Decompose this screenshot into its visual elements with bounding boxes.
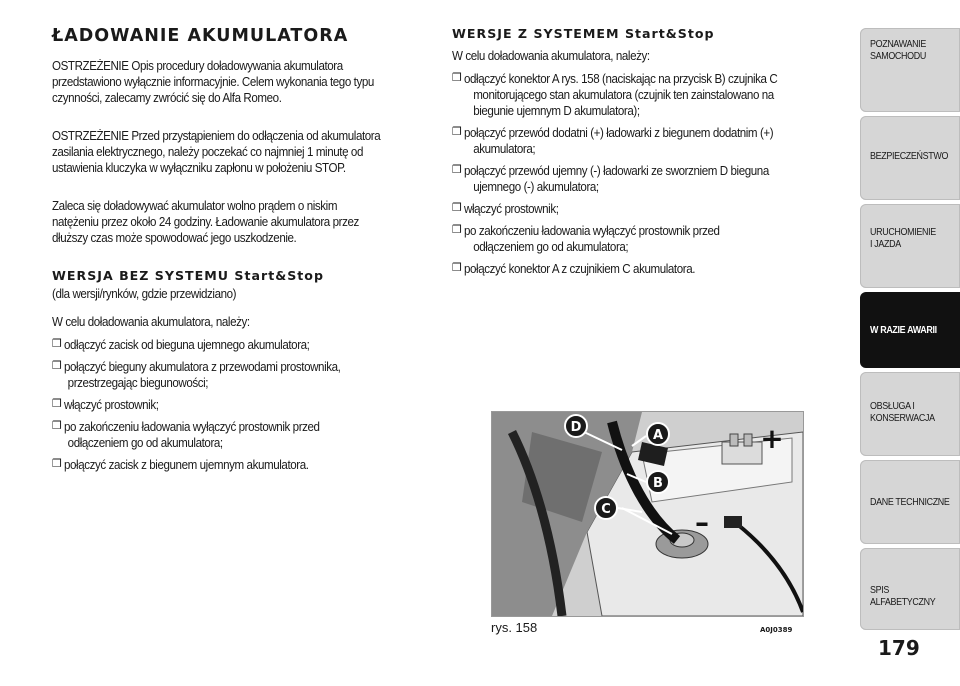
left-intro-text: W celu doładowania akumulatora, należy: [52,315,250,329]
callout-a [647,423,669,445]
tab-label: OBSŁUGA I KONSERWACJA [870,400,935,424]
figure-caption: rys. 158 [491,620,538,635]
list-item-line: ujemnego (-) akumulatora; [473,180,599,194]
checkbox-icon: ❒ [452,261,462,274]
minus-sign: – [695,506,709,539]
tab-label: POZNAWANIE SAMOCHODU [870,38,926,62]
right-intro-text: W celu doładowania akumulatora, należy: [452,49,650,63]
svg-text:D: D [570,420,582,435]
list-item [52,397,432,419]
list-item [452,71,852,125]
callout-b [647,471,669,493]
checkbox-icon: ❒ [452,163,462,176]
checkbox-icon: ❒ [452,201,462,214]
list-item-line: po zakończeniu ładowania wyłączyć prostownik przed [64,420,320,434]
list-item-line: połączyć konektor A z czujnikiem C akumulatora. [464,262,696,276]
right-bullet-list [452,71,852,283]
section-subtitle [52,286,452,302]
warning-1-line: przedstawiono wyłącznie informacyjnie. Celem wykonania tego typu [52,75,374,89]
tab-label: W RAZIE AWARII [870,324,937,336]
tab-spis-alfabetyczny[interactable] [860,548,960,630]
page-number: 179 [878,636,920,660]
list-item-line: połączyć przewód dodatni (+) ładowarki z biegunem dodatnim (+) [464,126,774,140]
advice-line: dłuższy czas może spowodować jego uszkodzenie. [52,231,297,245]
list-item-line: włączyć prostownik; [64,398,159,412]
warning-2-line: OSTRZEŻENIE Przed przystąpieniem do odłączenia od akumulatora [52,129,381,143]
warning-1-line: czynności, zalecamy zwrócić się do Alfa Romeo. [52,91,282,105]
callout-d [565,415,587,437]
section-title-startstop: WERSJE Z SYSTEMEM Start&Stop [452,26,715,41]
list-item [452,163,852,201]
warning-2-line: ustawienia kluczyka w wyłączniku zapłonu w położeniu STOP. [52,161,346,175]
list-item-line: monitorującego stan akumulatora (czujnik ten zainstalowano na [473,88,774,102]
left-intro [52,314,452,330]
tab-bezpieczenstwo[interactable] [860,116,960,200]
list-item-line: po zakończeniu ładowania wyłączyć prostownik przed [464,224,720,238]
section-title-no-startstop: WERSJA BEZ SYSTEMU Start&Stop [52,268,324,283]
tab-obsluga-i-konserwacja[interactable] [860,372,960,456]
list-item-line: włączyć prostownik; [464,202,559,216]
list-item-line: przestrzegając biegunowości; [67,376,209,390]
tab-label: BEZPIECZEŃSTWO [870,150,949,162]
warning-1-line: OSTRZEŻENIE Opis procedury doładowywania akumulatora [52,59,343,73]
list-item [52,419,432,457]
tab-label: URUCHOMIENIE I JAZDA [870,226,936,250]
figure-code: A0J0389 [760,626,793,634]
tab-poznawanie-samochodu[interactable] [860,28,960,112]
checkbox-icon: ❒ [52,397,62,410]
tab-label: DANE TECHNICZNE [870,496,950,508]
advice-line: natężeniu przez około 24 godziny. Ładowanie akumulatora przez [52,215,359,229]
svg-text:C: C [601,502,611,517]
svg-text:B: B [653,476,663,491]
right-intro [452,48,852,64]
checkbox-icon: ❒ [52,457,62,470]
advice-line: Zaleca się doładowywać akumulator wolno prądem o niskim [52,199,338,213]
section-subtitle-text: (dla wersji/rynków, gdzie przewidziano) [52,287,237,301]
warning-1 [52,58,452,106]
callout-c [595,497,617,519]
list-item [452,223,852,261]
page-title: ŁADOWANIE AKUMULATORA [52,26,349,46]
plus-sign: + [760,422,784,455]
battery-figure [491,411,804,617]
tab-label: SPIS ALFABETYCZNY [870,584,936,608]
warning-2 [52,128,452,176]
list-item-line: biegunie ujemnym D akumulatora); [473,104,640,118]
list-item-line: połączyć przewód ujemny (-) ładowarki ze sworzniem D bieguna [464,164,769,178]
list-item-line: akumulatora; [473,142,536,156]
list-item-line: odłączeniem go od akumulatora; [67,436,223,450]
checkbox-icon: ❒ [452,71,462,84]
checkbox-icon: ❒ [452,125,462,138]
list-item [52,337,432,359]
list-item [452,261,852,283]
checkbox-icon: ❒ [452,223,462,236]
tab-w-razie-awarii[interactable] [860,292,960,368]
list-item-line: odłączeniem go od akumulatora; [473,240,629,254]
list-item [52,457,432,479]
battery-illustration [492,412,803,616]
left-bullet-list [52,337,432,479]
tab-uruchomienie-i-jazda[interactable] [860,204,960,288]
warning-2-line: zasilania elektrycznego, należy poczekać co najmniej 1 minutę od [52,145,363,159]
checkbox-icon: ❒ [52,337,62,350]
list-item-line: odłączyć zacisk od bieguna ujemnego akumulatora; [64,338,310,352]
list-item [52,359,432,397]
list-item [452,201,852,223]
list-item [452,125,852,163]
checkbox-icon: ❒ [52,359,62,372]
checkbox-icon: ❒ [52,419,62,432]
advice-paragraph [52,198,452,246]
svg-text:A: A [652,428,664,443]
list-item-line: odłączyć konektor A rys. 158 (naciskając na przycisk B) czujnika C [464,72,778,86]
tab-dane-techniczne[interactable] [860,460,960,544]
list-item-line: połączyć zacisk z biegunem ujemnym akumulatora. [64,458,309,472]
list-item-line: połączyć bieguny akumulatora z przewodami prostownika, [64,360,341,374]
